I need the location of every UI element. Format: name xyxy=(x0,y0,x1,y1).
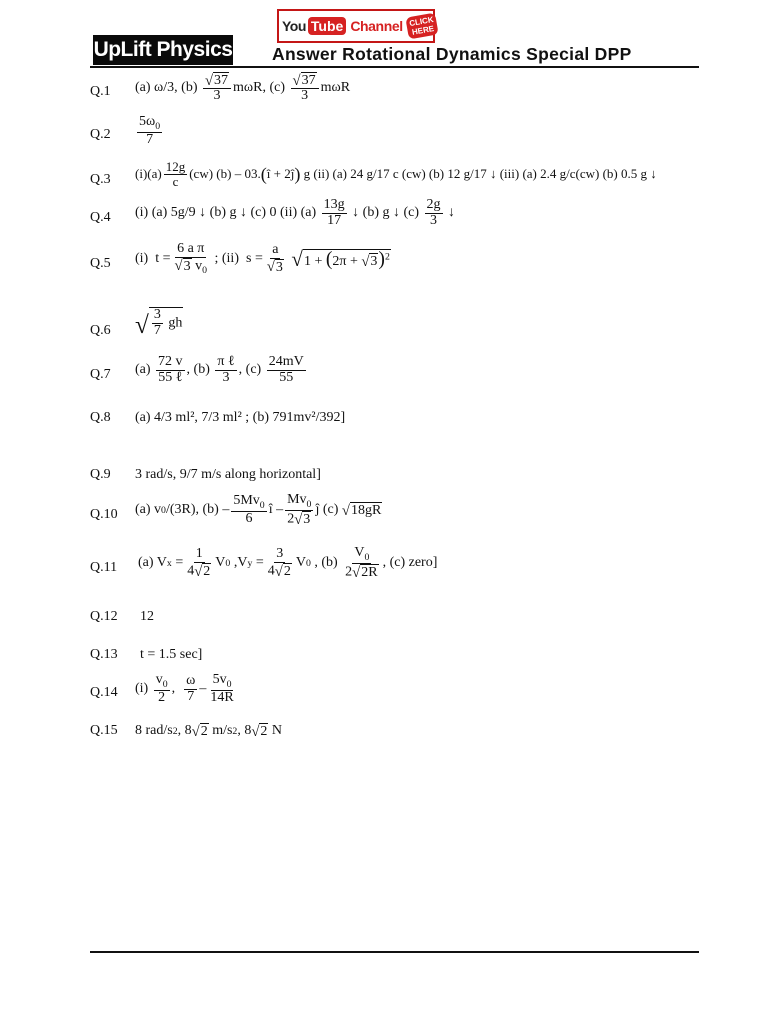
youtube-you-text: You xyxy=(282,18,306,34)
question-label: Q.14 xyxy=(90,685,118,700)
question-label: Q.11 xyxy=(90,560,118,575)
question-label: Q.4 xyxy=(90,210,111,225)
answer-q14: (i) $\frac{v_0}{2}$ , $\frac{\omega}{7}$ – $\frac{5v_0}{14R}$ xyxy=(135,672,234,706)
question-label: Q.3 xyxy=(90,172,111,187)
question-label: Q.2 xyxy=(90,127,111,142)
youtube-channel-button[interactable] xyxy=(277,9,435,43)
question-label: Q.7 xyxy=(90,367,111,382)
answer-q15: 8 rad/s 2 , 8 √ 2 m/s 2 , 8 √ 2 N xyxy=(135,723,283,740)
answer-q7: (a) $\frac{72 v}{\text{55 ℓ}}$ , (b) $\frac{\text{π ℓ}}{3}$ , (c) $\frac{24mV}{55}$ xyxy=(135,354,304,385)
answer-q4: (i) (a) 5g/9 ↓ (b) g ↓ (c) 0 (ii) (a) $\frac{13g}{17}$ ↓ (b) g ↓ (c) $\frac{2g}{3}$ ↓ xyxy=(135,197,456,228)
footer-divider xyxy=(90,951,699,953)
answer-q6: √ $\frac{3}{7}$ gh xyxy=(135,307,183,340)
answer-q3: (i) (a) $\frac{12g}{c}$ (cw) (b) – 03. ( î + 2ĵ ) g (ii) (a) 24 g/17 c (cw) (b) 12 g/17 ↓ (iii) (a) 2.4 g/c(cw) (b) 0.5 g ↓ xyxy=(135,159,657,189)
header-divider xyxy=(90,66,699,68)
answer-q8: (a) 4/3 ml², 7/3 ml² ; (b) 791mv²/392] xyxy=(135,410,346,425)
click-here-badge[interactable]: CLICK HERE xyxy=(405,13,439,40)
question-label: Q.6 xyxy=(90,323,111,338)
question-label: Q.9 xyxy=(90,467,111,482)
question-label: Q.10 xyxy=(90,507,118,522)
youtube-channel-text: Channel xyxy=(350,18,403,34)
answer-q1: (a) ω/3, (b) √ 37 3 mωR , (c) √ 37 3 mωR xyxy=(135,72,351,104)
answer-q9: 3 rad/s, 9/7 m/s along horizontal] xyxy=(135,467,321,482)
question-label: Q.15 xyxy=(90,723,118,738)
answer-q2: $\frac{5\omega_0}{7}$ xyxy=(139,114,161,148)
youtube-tube-text: Tube xyxy=(308,17,346,35)
question-label: Q.12 xyxy=(90,609,118,624)
answer-q13: t = 1.5 sec] xyxy=(140,647,203,662)
question-label: Q.5 xyxy=(90,256,111,271)
uplift-physics-logo: UpLift Physics xyxy=(93,35,233,65)
answer-q10: (a) v 0 /(3R), (b) – $\frac{5Mv_0}{6}$ î – $Mv_0$ 2 √ 3 ĵ (c) √ 18gR xyxy=(135,492,382,528)
answer-q12: 12 xyxy=(140,609,154,624)
question-label: Q.1 xyxy=(90,84,111,99)
question-label: Q.8 xyxy=(90,410,111,425)
page-title: Answer Rotational Dynamics Special DPP xyxy=(272,44,632,64)
answer-q11: (a) V x = 1 4 √ 2 V 0 , V y = 3 4 √ 2 V 0 , (b) $V_0$ 2 √ 2R , (c) zero] xyxy=(138,545,438,581)
question-label: Q.13 xyxy=(90,647,118,662)
answer-q5: (i) t = 6 a π √ 3 $v_0$ ; (ii) s = a √ 3 √ 1 + (2π + √ 3 )$^2$ xyxy=(135,241,390,276)
